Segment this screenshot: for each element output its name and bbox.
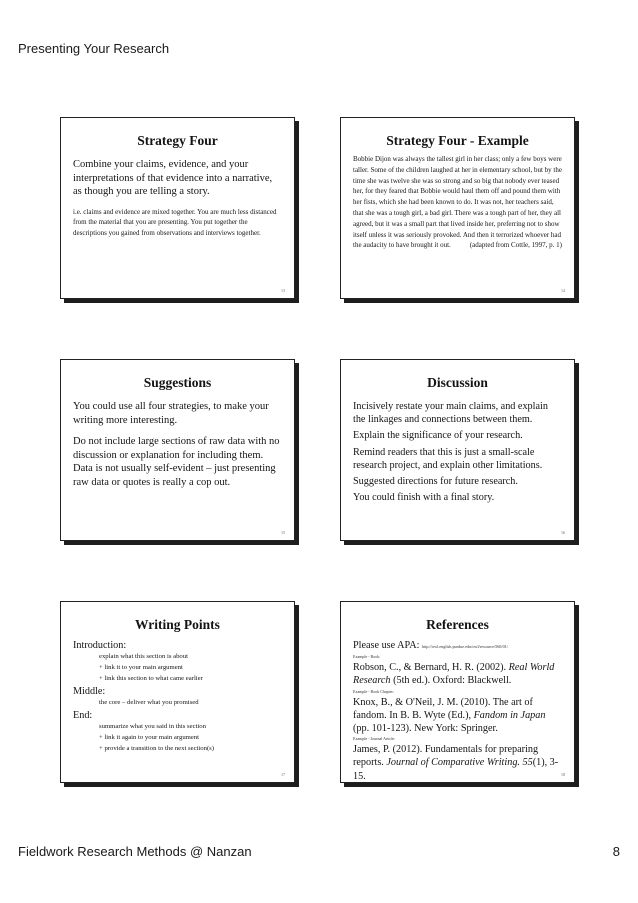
section-heading-end: End: [73,710,93,722]
page-number: 8 [612,844,620,859]
reference-label: Example - Book Chapter: [353,688,394,694]
section-heading-introduction: Introduction: [73,640,127,651]
slide-references [340,601,575,783]
discussion-item: You could finish with a final story. [353,492,495,504]
slide-number: 13 [281,288,285,293]
slide-number: 15 [281,530,285,535]
slide-title: Strategy Four [137,133,218,148]
section-heading-middle: Middle: [73,685,106,697]
example-passage [353,154,562,251]
slide-title: References [426,617,489,632]
slide-suggestions [60,359,295,541]
reference-title: Journal of Comparative Writing. 55 [386,757,533,769]
reference-text: (1), 3-15. [353,757,559,782]
page-footer: Fieldwork Research Methods @ Nanzan [18,844,252,859]
reference-text: (pp. 101-123). New York: Springer. [353,723,498,735]
slide-strategy-four [60,117,295,299]
references-lead [353,639,562,653]
section-bullet: + link this section to what came earlier [99,675,203,683]
slide-number: 16 [561,530,565,535]
slide-paragraph: i.e. claims and evidence are mixed together. You are much less distanced from the material that you are presenting. You put together the descriptions you gained from observations and interviews together. [73,207,277,238]
reference-text: Knox, B., & O'Neil, J. M. (2010). The art of fandom. In B. B. Wyte (Ed.), [353,696,533,721]
reference-text: James, P. (2012). Fundamentals for preparing reports. [353,744,539,769]
section-bullet: + provide a transition to the next section(s) [99,745,215,753]
slide-paragraph: Do not include large sections of raw data with no discussion or explanation for including them. Data is not usually self-evident – just presenting raw data or quotes is really a cop out. [73,436,280,488]
slide-paragraph: You could use all four strategies, to make your writing more interesting. [73,401,269,426]
section-detail: summarize what you said in this section [99,723,206,731]
slide-writing-points [60,601,295,783]
section-detail: the core – deliver what you promised [99,699,199,707]
reference-label: Example - Journal Article: [353,736,396,742]
slide-number: 18 [561,772,565,777]
references-lead-text: Please use APA: [353,640,420,651]
reference-text: Robson, C., & Bernard, H. R. (2002). [353,662,509,674]
discussion-item: Explain the significance of your research. [353,430,523,442]
reference-entry [353,696,562,736]
reference-entry [353,661,562,687]
section-detail: explain what this section is about [99,653,188,661]
reference-label: Example - Book: [353,654,381,660]
slide-number: 14 [561,288,565,293]
reference-entry [353,743,562,783]
slide-title: Writing Points [135,617,220,632]
section-bullet: + link it again to your main argument [99,734,200,742]
reference-title: Real World Research [353,662,555,687]
reference-title: Fandom in Japan [473,709,546,721]
section-bullet: + link it to your main argument [99,664,183,672]
slide-title: Strategy Four - Example [386,133,529,148]
slide-title: Suggestions [143,375,212,390]
reference-text: (5th ed.). Oxford: Blackwell. [390,675,512,687]
discussion-item: Suggested directions for future research. [353,476,518,488]
apa-link[interactable]: http://owl.english.purdue.edu/owl/resource/560/01/ [421,644,508,649]
example-citation: (adapted from Cottle, 1997, p. 1) [469,241,562,250]
discussion-item: Remind readers that this is just a small-scale research project, and explain other limitations. [353,446,543,471]
slide-discussion [340,359,575,541]
discussion-item: Incisively restate your main claims, and explain the linkages and connections between them. [353,401,548,426]
slide-strategy-four-example [340,117,575,299]
slide-number: 17 [281,772,285,777]
page-header: Presenting Your Research [18,41,170,56]
slide-title: Discussion [427,375,488,390]
slide-paragraph: Combine your claims, evidence, and your interpretations of that evidence into a narrative, as though you are telling a story. [73,159,273,197]
example-text: Bobbie Dijon was always the tallest girl in her class; only a few boys were taller. Some of the children laughed at her in elementary school, but by the time she was twelve she was so strong and so big that nobody ever teased her, for they feared that Bobbie would haul them off and pound them with her fists, which she had been known to do. It was not, her teachers said, that she was a tough girl, a bad girl. There was a tough part of her, they all agreed, but it was a small part that lived inside her, preferring not to show itself unless it was seriously provoked. And then it terrorized whoever had the audacity to have brought it out. [353,155,562,250]
